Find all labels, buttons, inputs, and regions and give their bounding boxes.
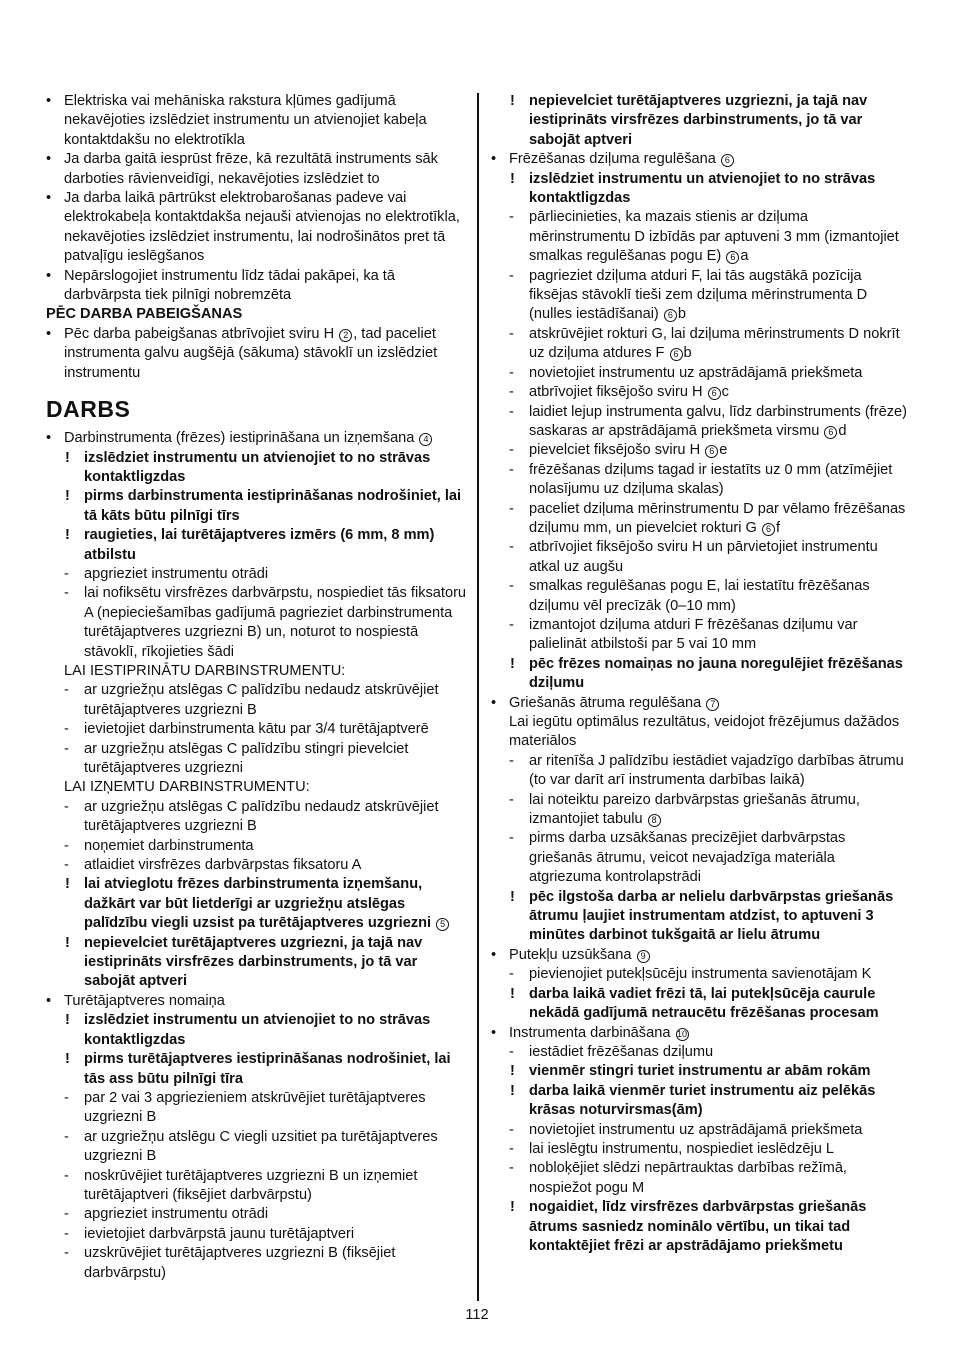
warning-item [491, 1082, 911, 1121]
item-text: Ja darba laikā pārtrūkst elektrobarošanas padeve vai elektrokabeļa kontaktdakša nejauši atvienojas no elektrotīkla, nekavējoties izslēdziet instrumentu, lai nodrošinātos pret tā patvaļīgu ieslēgšanos [64, 190, 460, 265]
bullet-item [46, 325, 470, 383]
figure-ref-number: 10 [677, 1028, 688, 1039]
dash-marker: - [509, 500, 514, 517]
bullet-item [46, 429, 470, 448]
dash-item [491, 364, 911, 383]
item-text: ievietojiet darbvārpstā jaunu turētājaptveri [84, 1225, 355, 1242]
bullet-item [46, 150, 470, 189]
item-text: apgrieziet instrumentu otrādi [84, 1206, 269, 1223]
item-text: atlaidiet virsfrēzes darbvārpstas fiksatoru A [84, 857, 362, 874]
bullet-marker: • [46, 325, 52, 342]
warning-item [46, 934, 470, 992]
warning-item [491, 655, 911, 694]
dash-marker: - [509, 1043, 514, 1060]
dash-marker: - [64, 1128, 69, 1145]
dash-marker: - [509, 1140, 514, 1157]
item-text: Darbinstrumenta (frēzes) iestiprināšana un izņemšana [64, 430, 415, 447]
item-text: raugieties, lai turētājaptveres izmērs (6 mm, 8 mm) atbilstu [84, 527, 435, 563]
item-text: darba laikā vienmēr turiet instrumentu aiz pelēkās krāsas noturvirsmas(ām) [529, 1082, 876, 1119]
dash-marker: - [64, 1167, 69, 1184]
bullet-marker: • [491, 151, 497, 168]
dash-marker: - [509, 578, 514, 595]
warning-marker: ! [510, 93, 515, 109]
dash-marker: - [64, 565, 69, 582]
item-text: lai nofiksētu virsfrēzes darbvārpstu, nospiediet tās fiksatoru A (nepieciešamības gadījumā pagrieziet darbinstrumenta turētājaptveres uzgriezni B) un, noturot to nospiestā stāvoklī, rīkojieties šādi [84, 585, 467, 660]
item-text: Turētājaptveres nomaiņa [64, 992, 225, 1009]
dash-item [491, 577, 911, 616]
bullet-item [46, 189, 470, 267]
bullet-marker: • [46, 430, 52, 447]
bullet-item [491, 1024, 911, 1043]
figure-ref-number: 6 [762, 523, 775, 536]
page-number: 112 [465, 1307, 489, 1323]
item-text: nogaidiet, līdz virsfrēzes darbvārpstas griešanās ātrums sasniedz nominālo vērtību, un tikai tad kontaktējiet frēzi ar apstrādājamo priekšmetu [529, 1199, 867, 1254]
dash-item [491, 538, 911, 577]
item-text-suffix: d [838, 422, 847, 439]
figure-ref-number: 9 [637, 950, 650, 963]
dash-marker: - [509, 461, 514, 478]
warning-item [491, 170, 911, 209]
bullet-marker: • [46, 992, 52, 1009]
column-divider [477, 93, 479, 1301]
dash-marker: - [509, 403, 514, 420]
item-text: izslēdziet instrumentu un atvienojiet to no strāvas kontaktligzdas [529, 170, 876, 207]
plain-text [46, 662, 470, 681]
warning-item [491, 1062, 911, 1081]
dash-marker: - [509, 966, 514, 983]
dash-marker: - [509, 267, 514, 284]
dash-marker: - [509, 1160, 514, 1177]
dash-item [491, 441, 911, 460]
item-text: uzskrūvējiet turētājaptveres uzgriezni B (fiksējiet darbvārpstu) [84, 1245, 396, 1281]
warning-item [46, 1011, 470, 1050]
item-text: atbrīvojiet fiksējošo sviru H [529, 384, 703, 401]
warning-item [46, 487, 470, 526]
dash-marker: - [64, 1225, 69, 1242]
bullet-item [46, 92, 470, 150]
item-text: Elektriska vai mehāniska rakstura kļūmes gadījumā nekavējoties izslēdziet instrumentu un atvienojiet kabeļa kontaktdakšu no elektrotīkla [64, 93, 427, 148]
item-text: lai ieslēgtu instrumentu, nospiediet ieslēdzēju L [529, 1140, 835, 1157]
item-text: laidiet lejup instrumenta galvu, līdz darbinstruments (frēze) saskaras ar apstrādājamā priekšmeta virsmu [529, 403, 907, 439]
item-text: pievienojiet putekļsūcēju instrumenta savienotājam K [529, 966, 872, 983]
dash-item [46, 681, 470, 720]
dash-marker: - [509, 325, 514, 342]
dash-item [491, 461, 911, 500]
dash-marker: - [64, 837, 69, 854]
item-text: izslēdziet instrumentu un atvienojiet to no strāvas kontaktligzdas [84, 449, 431, 485]
item-text-suffix: a [740, 248, 749, 265]
dash-item [491, 752, 911, 791]
warning-item [491, 888, 911, 946]
warning-item [491, 985, 911, 1024]
item-text: Lai iegūtu optimālus rezultātus, veidojot frēzējumus dažādos materiālos [509, 714, 900, 750]
item-text-suffix: b [677, 306, 686, 323]
dash-item [491, 1159, 911, 1198]
dash-item [491, 208, 911, 266]
dash-item [491, 791, 911, 830]
figure-ref-number: 4 [419, 433, 432, 446]
bullet-marker: • [46, 190, 52, 207]
warning-item [491, 1198, 911, 1256]
bullet-marker: • [491, 694, 497, 711]
item-text: darba laikā vadiet frēzi tā, lai putekļsūcēja caurule nekādā gadījumā netraucētu frēzēšanas procesam [529, 985, 879, 1022]
dash-marker: - [64, 682, 69, 699]
plain-text [46, 778, 470, 797]
warning-marker: ! [65, 527, 70, 544]
dash-item [46, 798, 470, 837]
figure-ref-number: 8 [648, 814, 661, 827]
item-text-suffix: , tad paceliet instrumenta galvu augšējā (sākuma) stāvoklī un izslēdziet instrumentu [64, 325, 438, 381]
bullet-item [46, 267, 470, 306]
item-text: pagrieziet dziļuma atduri F, lai tās augstākā pozīcija fiksējas stāvoklī tieši zem dziļuma mērinstrumenta D (nulles iestādīšanai) [529, 267, 868, 323]
item-text: nepievelciet turētājaptveres uzgriezni, ja tajā nav iestiprināts virsfrēzes darbinstruments, jo tā var sabojāt aptveri [529, 93, 868, 148]
item-text: pirms darba uzsākšanas precizējiet darbvārpstas griešanās ātrumu, veicot nevajadzīga materiāla atgriezuma kontrolapstrādi [529, 830, 846, 886]
dash-marker: - [64, 857, 69, 874]
item-text: Griešanās ātruma regulēšana [509, 694, 702, 711]
dash-item [491, 616, 911, 655]
item-text: nepievelciet turētājaptveres uzgriezni, ja tajā nav iestiprināts virsfrēzes darbinstruments, jo tā var sabojāt aptveri [84, 934, 423, 990]
dash-marker: - [64, 721, 69, 738]
item-text: pārliecinieties, ka mazais stienis ar dziļuma mērinstrumentu D izbīdās par aptuveni 3 mm (izmantojiet smalkas regulēšanas pogu E) [529, 209, 899, 265]
item-text: ar ritenīša J palīdzību iestādiet vajadzīgo darbības ātrumu (to var darīt arī instrumenta darbības laikā) [529, 752, 904, 789]
warning-marker: ! [65, 449, 70, 466]
warning-item [46, 449, 470, 488]
bullet-marker: • [46, 93, 52, 109]
dash-marker: - [64, 798, 69, 815]
dash-marker: - [509, 791, 514, 808]
item-text: Ja darba gaitā iesprūst frēze, kā rezultātā instruments sāk darboties rāvienveidīgi, nekavējoties izslēdziet to [64, 151, 438, 187]
bullet-marker: • [46, 151, 52, 168]
section-heading: PĒC DARBA PABEIGŠANAS [46, 306, 243, 323]
item-text: ievietojiet darbinstrumenta kātu par 3/4 turētājaptverē [84, 721, 429, 738]
figure-ref-number: 5 [436, 918, 449, 931]
bullet-marker: • [491, 946, 497, 963]
dash-item [46, 1225, 470, 1244]
item-text: ar uzgriežņu atslēgas C palīdzību nedaudz atskrūvējiet turētājaptveres uzgriezni B [84, 798, 439, 835]
item-text: ar uzgriežņu atslēgas C palīdzību nedaudz atskrūvējiet turētājaptveres uzgriezni B [84, 682, 439, 718]
item-text: Nepārslogojiet instrumentu līdz tādai pakāpei, ka tā darbvārpsta tiek pilnīgi nobremzēta [64, 267, 395, 304]
item-text: izmantojot dziļuma atduri F frēzēšanas dziļumu var palielināt atbilstoši par 5 vai 10 mm [529, 616, 858, 653]
warning-marker: ! [65, 1051, 70, 1068]
warning-item [491, 92, 911, 150]
figure-ref-number: 6 [824, 426, 837, 439]
warning-marker: ! [510, 1199, 515, 1216]
dash-item [46, 1128, 470, 1167]
warning-marker: ! [510, 170, 515, 187]
item-text: noņemiet darbinstrumenta [84, 837, 254, 854]
dash-marker: - [64, 1245, 69, 1262]
figure-ref-number: 6 [708, 387, 721, 400]
item-text: paceliet dziļuma mērinstrumentu D par vēlamo frēzēšanas dziļumu mm, un pievelciet rokturi G [529, 500, 906, 536]
left-column [46, 92, 470, 1283]
bullet-item [46, 992, 470, 1011]
dash-marker: - [64, 740, 69, 757]
warning-item [46, 875, 470, 933]
item-text: novietojiet instrumentu uz apstrādājamā priekšmeta [529, 1121, 863, 1138]
dash-item [491, 1043, 911, 1062]
item-text: ar uzgriežņu atslēgu C viegli uzsitiet pa turētājaptveres uzgriezni B [84, 1128, 438, 1165]
item-text: noskrūvējiet turētājaptveres uzgriezni B un izņemiet turētājaptveri (fiksējiet darbvārpstu) [84, 1167, 418, 1203]
item-text: par 2 vai 3 apgriezieniem atskrūvējiet turētājaptveres uzgriezni B [84, 1089, 426, 1126]
dash-item [46, 856, 470, 875]
figure-ref-number: 6 [726, 251, 739, 264]
item-text: frēzēšanas dziļums tagad ir iestatīts uz 0 mm (atzīmējiet nolasījumu uz dziļuma skalas) [529, 461, 893, 498]
item-text: nobloķējiet slēdzi nepārtrauktas darbības režīmā, nospiežot pogu M [529, 1160, 847, 1196]
figure-ref-number: 2 [339, 329, 352, 342]
dash-marker: - [509, 830, 514, 847]
figure-ref-number: 7 [706, 698, 719, 711]
dash-item [491, 325, 911, 364]
dash-item [491, 500, 911, 539]
warning-item [46, 526, 470, 565]
bullet-marker: • [491, 1024, 497, 1041]
dash-item [46, 1244, 470, 1283]
dash-item [46, 565, 470, 584]
dash-marker: - [64, 1089, 69, 1106]
item-text: pēc frēzes nomaiņas no jauna noregulējiet frēzēšanas dziļumu [529, 655, 903, 692]
item-text: atskrūvējiet rokturi G, lai dziļuma mērinstruments D nokrīt uz dziļuma atdures F [529, 325, 900, 362]
dash-item [491, 965, 911, 984]
item-text: pievelciet fiksējošo sviru H [529, 442, 701, 459]
dash-marker: - [509, 364, 514, 381]
figure-ref-number: 6 [705, 445, 718, 458]
warning-marker: ! [65, 934, 70, 951]
item-text: ar uzgriežņu atslēgas C palīdzību stingri pievelciet turētājaptveres uzgriezni [84, 740, 409, 776]
bullet-item [491, 694, 911, 713]
dash-item [46, 740, 470, 779]
item-text: vienmēr stingri turiet instrumentu ar abām rokām [529, 1063, 871, 1080]
item-text: Putekļu uzsūkšana [509, 946, 632, 963]
dash-item [491, 403, 911, 442]
item-text: pirms darbinstrumenta iestiprināšanas nodrošiniet, lai tā kāts būtu pilnīgi tīrs [84, 488, 462, 524]
item-text: izslēdziet instrumentu un atvienojiet to no strāvas kontaktligzdas [84, 1012, 431, 1048]
item-text-suffix: e [719, 442, 728, 459]
figure-ref-number: 6 [670, 348, 683, 361]
dash-marker: - [64, 585, 69, 602]
figure-ref-number: 6 [664, 309, 677, 322]
dash-item [491, 1140, 911, 1159]
dash-item [491, 383, 911, 402]
dash-marker: - [509, 384, 514, 401]
warning-marker: ! [510, 1082, 515, 1099]
dash-item [491, 1121, 911, 1140]
item-text: LAI IESTIPRINĀTU DARBINSTRUMENTU: [64, 662, 346, 679]
bullet-item [491, 946, 911, 965]
warning-marker: ! [510, 985, 515, 1002]
dash-marker: - [509, 209, 514, 226]
figure-ref-number: 6 [721, 154, 734, 167]
right-column [491, 92, 911, 1256]
dash-marker: - [509, 539, 514, 556]
item-text: pirms turētājaptveres iestiprināšanas nodrošiniet, lai tās ass būtu pilnīgi tīra [84, 1051, 451, 1087]
item-text: lai noteiktu pareizo darbvārpstas griešanās ātrumu, izmantojiet tabulu [529, 791, 860, 828]
dash-marker: - [509, 1121, 514, 1138]
item-text: iestādiet frēzēšanas dziļumu [529, 1043, 714, 1060]
dash-marker: - [509, 442, 514, 459]
dash-item [46, 720, 470, 739]
bullet-item [491, 150, 911, 169]
dash-marker: - [64, 1206, 69, 1223]
item-text-suffix: c [721, 384, 729, 401]
bullet-marker: • [46, 267, 52, 284]
item-text-suffix: f [775, 519, 781, 536]
item-text: pēc ilgstoša darba ar nelielu darbvārpstas griešanās ātrumu ļaujiet instrumentam atdzist, to aptuveni 3 minūtes darbinot tukšgaitā ar lielu ātrumu [529, 888, 894, 944]
warning-marker: ! [510, 655, 515, 672]
warning-marker: ! [510, 1063, 515, 1080]
item-text-suffix: b [683, 345, 692, 362]
warning-marker: ! [65, 1012, 70, 1029]
dash-item [46, 1167, 470, 1206]
dash-item [46, 584, 470, 662]
dash-item [46, 1205, 470, 1224]
item-text: apgrieziet instrumentu otrādi [84, 565, 269, 582]
warning-marker: ! [65, 488, 70, 505]
dash-marker: - [509, 616, 514, 633]
item-text: novietojiet instrumentu uz apstrādājamā priekšmeta [529, 364, 863, 381]
item-text: atbrīvojiet fiksējošo sviru H un pārvietojiet instrumentu atkal uz augšu [529, 539, 878, 575]
item-text: Instrumenta darbināšana [509, 1024, 671, 1041]
item-text: Frēzēšanas dziļuma regulēšana [509, 151, 716, 168]
dash-item [491, 829, 911, 887]
item-text: smalkas regulēšanas pogu E, lai iestatītu frēzēšanas dziļumu vēl precīzāk (0–10 mm) [529, 578, 870, 614]
warning-marker: ! [510, 888, 515, 905]
dash-marker: - [509, 752, 514, 769]
item-text: lai atvieglotu frēzes darbinstrumenta izņemšanu, dažkārt var būt lietderīgi ar uzgriežņu atslēgas palīdzību viegli uzsist pa turētājaptveres uzgriezni [84, 876, 432, 932]
item-text: Pēc darba pabeigšanas atbrīvojiet sviru H [64, 325, 335, 342]
plain-text [491, 713, 911, 752]
dash-item [46, 837, 470, 856]
dash-item [46, 1089, 470, 1128]
warning-item [46, 1050, 470, 1089]
item-text: LAI IZŅEMTU DARBINSTRUMENTU: [64, 779, 310, 796]
dash-item [491, 267, 911, 325]
chapter-title: DARBS [46, 396, 131, 423]
warning-marker: ! [65, 876, 70, 893]
